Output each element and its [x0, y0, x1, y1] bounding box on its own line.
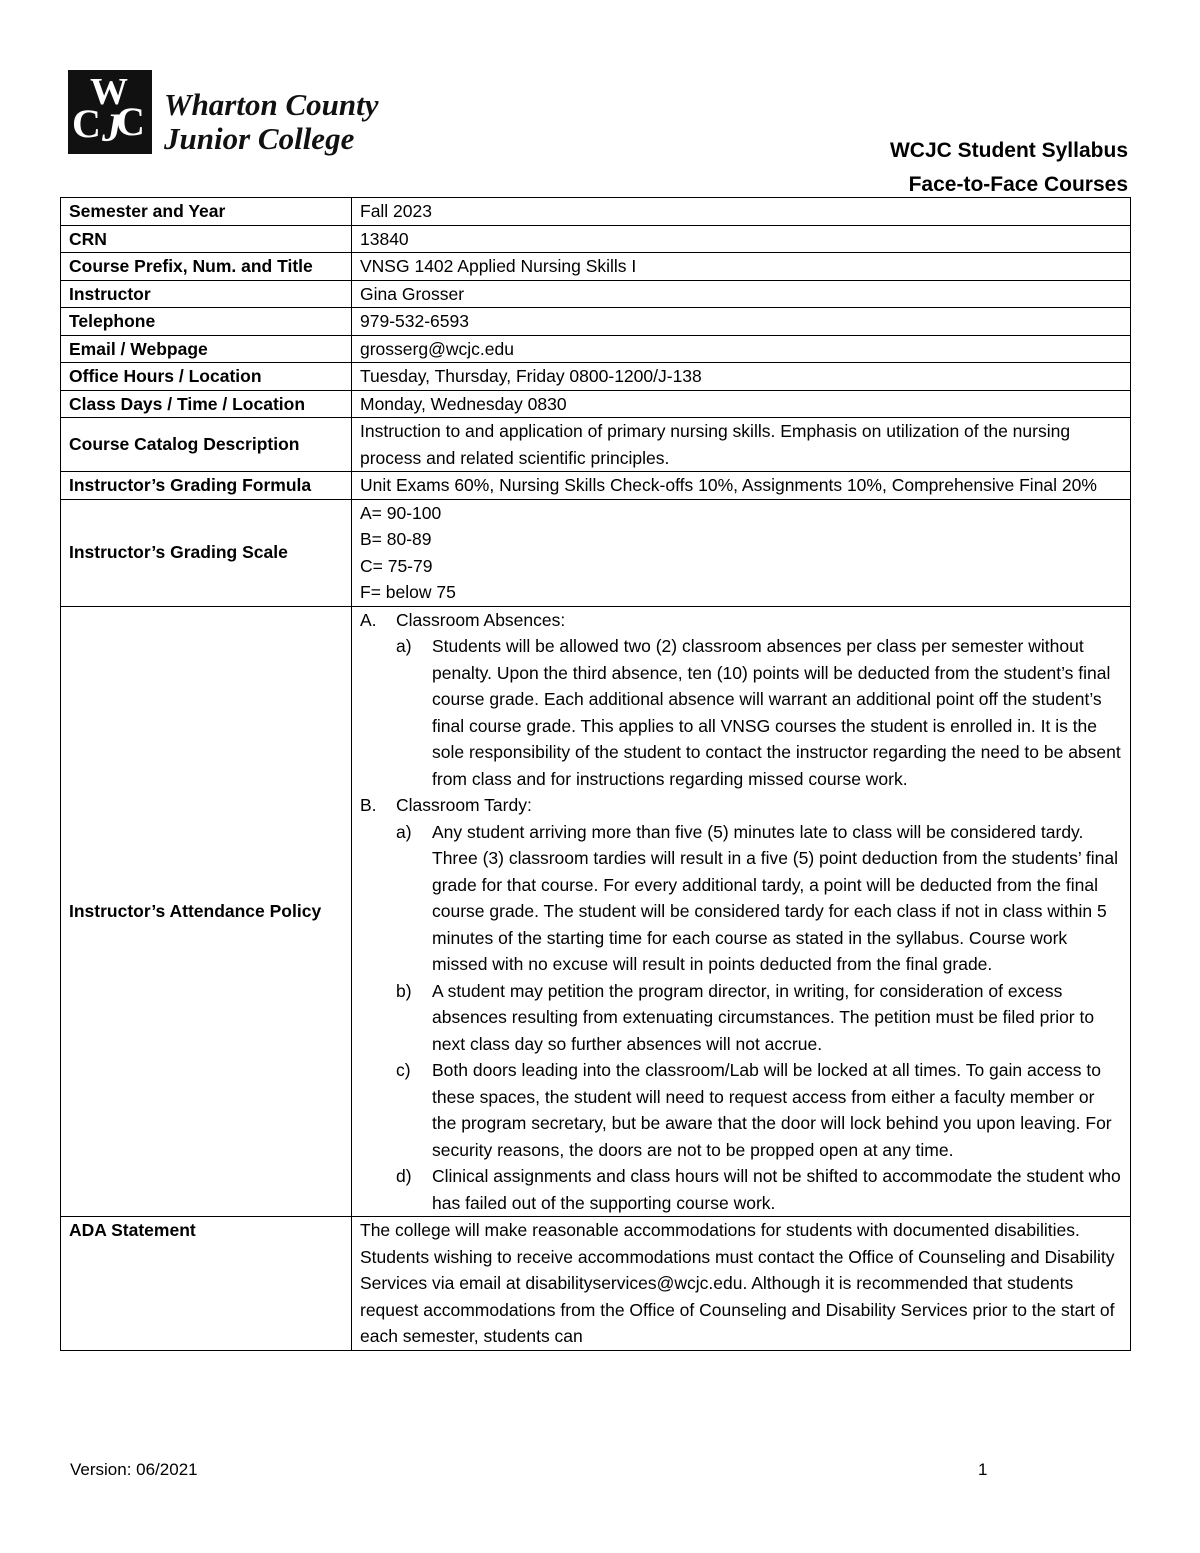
logo-mark-letter: W — [90, 71, 128, 113]
list-item-text: Both doors leading into the classroom/Lab will be locked at all times. To gain access to these spaces, the student will need to request access from either a faculty member or the program secretary, but be aware that the door will lock behind you upon leaving. For security reasons, the doors are not to be propped open at any time. — [432, 1060, 1112, 1160]
row-value: 979-532-6593 — [352, 308, 1131, 336]
row-value: Gina Grosser — [352, 280, 1131, 308]
policy-section — [360, 607, 1122, 634]
grading-scale — [352, 499, 1131, 606]
list-marker: a) — [396, 821, 412, 842]
row-label: Instructor’s Grading Scale — [61, 499, 352, 606]
logo-mark-letter: J — [102, 105, 122, 150]
row-label: Email / Webpage — [61, 335, 352, 363]
list-marker: c) — [396, 1060, 411, 1080]
row-value: Instruction to and application of primary nursing skills. Emphasis on utilization of the nursing process and related scientific principles. — [352, 418, 1131, 472]
policy-list — [360, 792, 1122, 819]
row-label: Course Prefix, Num. and Title — [61, 253, 352, 281]
syllabus-subtitle: Face-to-Face Courses — [908, 173, 1128, 196]
table-row — [61, 280, 1131, 308]
grade-line: B= 80-89 — [360, 529, 432, 549]
policy-sublist — [360, 633, 1122, 792]
list-item-text: Any student arriving more than five (5) minutes late to class will be considered tardy. Three (3) classroom tardies will result in a five (5) point deduction from the students’ final grade for that course. For every additional tardy, a point will be deducted from the final course grade. The student will be considered tardy for each class if not in class within 5 minutes of the starting time for each course as stated in the syllabus. Course work missed with no excuse will result in points deducted from the final grade. — [432, 821, 1119, 974]
logo-line-2: Junior College — [164, 121, 355, 156]
row-value: The college will make reasonable accommodations for students with documented disabilities. Students wishing to receive accommodations must contact the Office of Counseling and Disability Services via email at disabilityservices@wcjc.edu. Although it is recommended that students request accommodations from the Office of Counseling and Disability Services prior to the start of each semester, students can — [352, 1217, 1131, 1351]
policy-section — [360, 792, 1122, 819]
logo-mark-letter: C — [116, 99, 145, 144]
grade-line: A= 90-100 — [360, 502, 442, 523]
table-row — [61, 1217, 1131, 1351]
logo-mark-letter: C — [72, 101, 101, 146]
table-row — [61, 198, 1131, 226]
logo-mark — [68, 70, 152, 154]
table-row — [61, 418, 1131, 472]
row-label: Course Catalog Description — [61, 418, 352, 472]
row-label: Instructor — [61, 280, 352, 308]
table-row — [61, 308, 1131, 336]
syllabus-table — [60, 197, 1131, 1351]
document-title — [890, 134, 1128, 202]
row-value: Fall 2023 — [352, 198, 1131, 226]
row-value: Tuesday, Thursday, Friday 0800-1200/J-138 — [352, 363, 1131, 391]
list-item-text: Students will be allowed two (2) classroom absences per class per semester without penalty. Upon the third absence, ten (10) points will be deducted from the student’s final course grade. Each additional absence will warrant an additional point off the student’s final course grade. This applies to all VNSG courses the student is enrolled in. It is the sole responsibility of the student to contact the instructor regarding the need to be absent from class and for instructions regarding missed course work. — [432, 636, 1121, 789]
grade-line: F= below 75 — [360, 582, 456, 602]
list-item-text: Clinical assignments and class hours will not be shifted to accommodate the student who has failed out of the supporting course work. — [432, 1166, 1121, 1213]
policy-sublist — [360, 819, 1122, 1217]
row-value: Unit Exams 60%, Nursing Skills Check-offs 10%, Assignments 10%, Comprehensive Final 20% — [352, 472, 1131, 500]
list-item — [360, 1163, 1122, 1216]
row-value: VNSG 1402 Applied Nursing Skills I — [352, 253, 1131, 281]
college-logo — [68, 70, 468, 154]
row-label: Instructor’s Attendance Policy — [61, 606, 352, 1217]
list-item — [360, 1057, 1122, 1163]
row-label: Telephone — [61, 308, 352, 336]
row-value: Monday, Wednesday 0830 — [352, 390, 1131, 418]
table-row — [61, 335, 1131, 363]
row-label: ADA Statement — [61, 1217, 352, 1351]
syllabus-title: WCJC Student Syllabus — [889, 139, 1128, 162]
list-marker: d) — [396, 1166, 412, 1186]
table-row — [61, 363, 1131, 391]
list-marker: A. — [360, 609, 377, 630]
policy-list — [360, 607, 1122, 634]
row-value: 13840 — [352, 225, 1131, 253]
table-row — [61, 472, 1131, 500]
list-item — [360, 978, 1122, 1058]
list-item — [360, 819, 1122, 978]
table-row — [61, 225, 1131, 253]
table-row — [61, 606, 1131, 1217]
page-number: 1 — [978, 1460, 988, 1479]
table-row — [61, 499, 1131, 606]
policy-section-title: Classroom Tardy: — [396, 795, 532, 815]
policy-section-title: Classroom Absences: — [396, 609, 566, 630]
row-label: Semester and Year — [61, 198, 352, 226]
logo-line-1: Wharton County — [164, 87, 379, 122]
row-label: Instructor’s Grading Formula — [61, 472, 352, 500]
version-label: Version: 06/2021 — [70, 1460, 198, 1479]
table-row — [61, 390, 1131, 418]
attendance-policy — [352, 606, 1131, 1217]
row-label: Office Hours / Location — [61, 363, 352, 391]
row-label: CRN — [61, 225, 352, 253]
list-item-text: A student may petition the program director, in writing, for consideration of excess absences resulting from extenuating circumstances. The petition must be filed prior to next class day so further absences will not accrue. — [432, 980, 1095, 1054]
logo-wordmark — [164, 88, 379, 156]
grade-line: C= 75-79 — [360, 555, 433, 576]
list-item — [360, 633, 1122, 792]
row-label: Class Days / Time / Location — [61, 390, 352, 418]
list-marker: b) — [396, 980, 412, 1001]
email-link[interactable]: grosserg@wcjc.edu — [352, 335, 1131, 363]
list-marker: a) — [396, 636, 412, 656]
list-marker: B. — [360, 795, 377, 815]
table-row — [61, 253, 1131, 281]
